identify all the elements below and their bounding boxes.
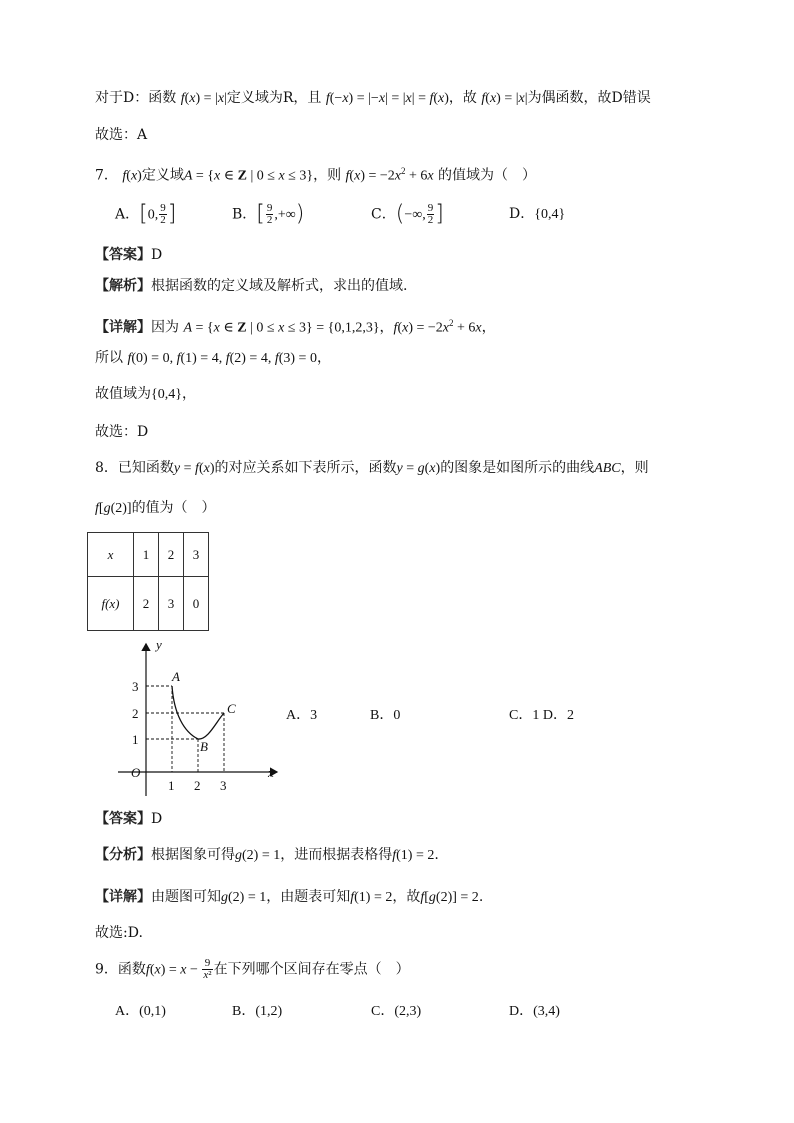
q9-stem: 9．函数f(x) = x − $\frac{9}{\text{x²}}$ 在下列哪个区间存在零点（ ） xyxy=(95,957,410,981)
y-tick-label: 3 xyxy=(132,679,139,694)
q8-option-cd: C．1 D．2 xyxy=(509,708,574,723)
choose-a: 故选：A xyxy=(95,127,148,143)
y-tick-label: 1 xyxy=(132,732,139,747)
point-label-a: A xyxy=(172,669,180,684)
d-option-analysis: 对于D：函数 f(x) = |x|定义域为R，且 f(−x) = |−x| = |x| = f(x)，故 f(x) = |x|为偶函数，故D错误 xyxy=(95,90,651,106)
q7-option-d: D．{0,4} xyxy=(509,206,566,222)
q7-choose: 故选：D xyxy=(95,424,149,440)
function-table xyxy=(87,532,209,631)
table-header-fx: f(x) xyxy=(88,577,134,631)
table-cell: 2 xyxy=(159,533,184,577)
q8-fenxi: 【分析】根据图象可得g(2) = 1，进而根据表格得f(1) = 2. xyxy=(95,847,439,863)
q8-option-a: A．3 xyxy=(286,708,318,723)
y-axis-label: y xyxy=(156,637,162,652)
table-cell: 3 xyxy=(159,577,184,631)
x-axis-label: x xyxy=(268,765,274,780)
curve-abc xyxy=(172,686,224,739)
table-cell: 3 xyxy=(184,533,209,577)
q9-option-a: A．(0,1) xyxy=(115,1004,166,1019)
table-cell: 1 xyxy=(134,533,159,577)
q8-detail: 【详解】由题图可知g(2) = 1，由题表可知f(1) = 2，故f[g(2)] = 2. xyxy=(95,889,484,905)
y-tick-label: 2 xyxy=(132,706,139,721)
table-cell: 0 xyxy=(184,577,209,631)
q7-detail: 【详解】因为 A = {x ∈ Z | 0 ≤ x ≤ 3} = {0,1,2,3}，$f(x) = -2x^2 + 6x$， xyxy=(95,318,496,336)
x-tick-label: 2 xyxy=(194,778,201,793)
q7-range: 故值域为{0,4}， xyxy=(95,386,196,402)
q9-option-b: B．(1,2) xyxy=(232,1004,283,1019)
table-header-x: x xyxy=(88,533,134,577)
q8-stem-2: f[g(2)]的值为（ ） xyxy=(95,500,216,516)
q9-option-c: C．(2,3) xyxy=(371,1004,422,1019)
x-tick-label: 3 xyxy=(220,778,227,793)
function-graph xyxy=(110,636,290,798)
q7-option-a: A．[0, $\frac{9}{2}$ ] xyxy=(115,201,177,227)
q8-answer: 【答案】D xyxy=(95,811,163,827)
q9-option-d: D．(3,4) xyxy=(509,1004,560,1019)
q7-option-c: C．(−∞, $\frac{9}{2}$ ] xyxy=(371,201,444,227)
point-label-b: B xyxy=(200,739,208,754)
q8-option-b: B．0 xyxy=(370,708,401,723)
x-tick-label: 1 xyxy=(168,778,175,793)
q7-so: 所以 f(0) = 0, f(1) = 4, f(2) = 4, f(3) = 0， xyxy=(95,350,331,366)
origin-label: O xyxy=(131,765,141,780)
q7-stem: 7． f(x)定义域A = {x ∈ Z | 0 ≤ x ≤ 3}，则 $f(x) = -2x^2 + 6x$ 的值域为（ ） xyxy=(95,166,537,184)
q8-choose: 故选:D. xyxy=(95,925,143,941)
q7-answer: 【答案】D xyxy=(95,247,163,263)
q7-jiexi: 【解析】根据函数的定义域及解析式，求出的值域. xyxy=(95,278,408,294)
table-cell: 2 xyxy=(134,577,159,631)
q7-option-b: B．[ $\frac{9}{2}$ ,+∞) xyxy=(232,201,305,227)
point-label-c: C xyxy=(227,701,236,716)
q8-stem: 8．已知函数y = f(x)的对应关系如下表所示，函数y = g(x)的图象是如图所示的曲线ABC，则 xyxy=(95,460,649,476)
